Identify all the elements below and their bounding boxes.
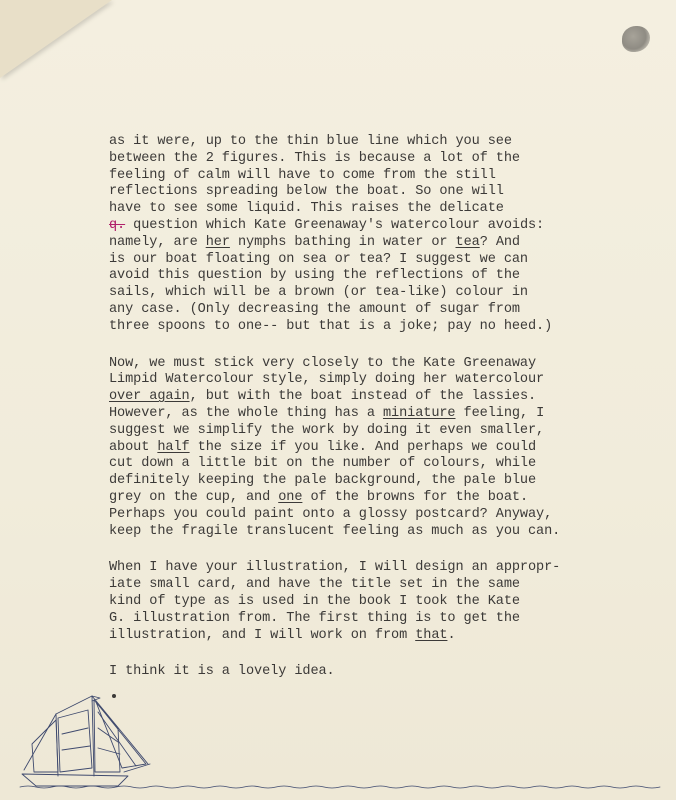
text-fragment: the size if you like. And perhaps we could <box>189 439 537 455</box>
paragraph-2 <box>109 356 669 541</box>
text-line: feeling of calm will have to come from the still <box>109 167 496 183</box>
text-fragment: , but with the boat instead of the lassies. <box>189 389 537 405</box>
underlined-word: one <box>278 489 303 505</box>
text-fragment: feeling, I <box>455 405 545 421</box>
text-line: Limpid Watercolour style, simply doing her watercolour <box>109 372 545 388</box>
text-fragment: However, as the whole thing has a <box>109 405 383 421</box>
folded-corner <box>0 0 112 78</box>
text-fragment: . <box>447 627 456 643</box>
struck-correction: q. <box>109 217 126 233</box>
text-line <box>109 490 669 507</box>
text-line <box>109 628 669 645</box>
text-line: I think it is a lovely idea. <box>109 664 335 680</box>
text-line <box>109 406 669 423</box>
text-line: When I have your illustration, I will design an appropr- <box>109 560 561 576</box>
underlined-word: over again <box>109 389 190 405</box>
text-line: iate small card, and have the title set in the same <box>109 577 520 593</box>
text-line <box>109 440 669 457</box>
text-fragment: of the browns for the boat. <box>302 489 529 505</box>
text-line: sails, which will be a brown (or tea-like) colour in <box>109 285 528 301</box>
text-fragment: question which Kate Greenaway's watercolour avoids: <box>125 217 545 233</box>
sailing-ship-sketch <box>18 688 676 798</box>
paragraph-1 <box>109 134 669 336</box>
underlined-word: her <box>205 234 230 250</box>
text-line: reflections spreading below the boat. So one will <box>109 184 504 200</box>
text-line <box>109 235 669 252</box>
text-line: have to see some liquid. This raises the delicate <box>109 201 504 217</box>
text-line: cut down a little bit on the number of colours, while <box>109 456 537 472</box>
typed-letter-body <box>109 134 669 701</box>
underlined-word: that <box>415 627 448 643</box>
paper-stain <box>622 26 650 52</box>
text-fragment: about <box>109 439 158 455</box>
text-fragment: ? And <box>479 234 520 250</box>
underlined-word: miniature <box>382 405 456 421</box>
text-line: kind of type as is used in the book I took the Kate <box>109 593 520 609</box>
text-line <box>109 218 669 235</box>
text-fragment: grey on the cup, and <box>109 489 279 505</box>
paragraph-3 <box>109 560 669 644</box>
text-line <box>109 389 669 406</box>
text-line: avoid this question by using the reflections of the <box>109 268 520 284</box>
text-line: suggest we simplify the work by doing it even smaller, <box>109 422 545 438</box>
text-line: three spoons to one-- but that is a joke; pay no heed.) <box>109 318 553 334</box>
underlined-word: tea <box>455 234 480 250</box>
text-line: Now, we must stick very closely to the Kate Greenaway <box>109 355 537 371</box>
text-line: is our boat floating on sea or tea? I suggest we can <box>109 251 528 267</box>
underlined-word: half <box>157 439 190 455</box>
text-fragment: namely, are <box>109 234 206 250</box>
text-line: definitely keeping the pale background, the pale blue <box>109 473 537 489</box>
text-line: keep the fragile translucent feeling as much as you can. <box>109 523 561 539</box>
text-line: as it were, up to the thin blue line which you see <box>109 134 512 149</box>
text-line: any case. (Only decreasing the amount of sugar from <box>109 301 520 317</box>
text-line: G. illustration from. The first thing is to get the <box>109 610 520 626</box>
text-line: between the 2 figures. This is because a lot of the <box>109 150 520 166</box>
text-fragment: illustration, and I will work on from <box>109 627 416 643</box>
text-fragment: nymphs bathing in water or <box>229 234 456 250</box>
paragraph-4 <box>109 664 669 681</box>
text-line: Perhaps you could paint onto a glossy postcard? Anyway, <box>109 506 553 522</box>
